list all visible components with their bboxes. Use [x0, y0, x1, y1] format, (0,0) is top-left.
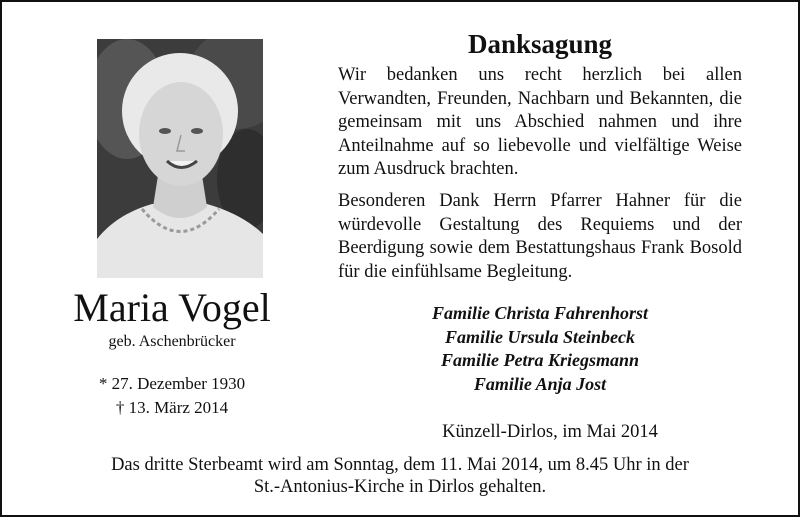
service-announcement	[22, 454, 778, 498]
family-signatures	[338, 302, 742, 396]
notice-title: Danksagung	[467, 29, 613, 59]
service-line-2: St.-Antonius-Kirche in Dirlos gehalten.	[253, 477, 547, 497]
portrait-photo	[97, 39, 263, 278]
family-name: Familie Anja Jost	[473, 373, 607, 394]
life-dates	[42, 372, 302, 420]
portrait-photo-icon	[97, 39, 263, 278]
birth-date: * 27. Dezember 1930	[98, 374, 246, 393]
birth-name: geb. Aschenbrücker	[108, 333, 236, 350]
family-name: Familie Petra Kriegsmann	[440, 350, 640, 370]
deceased-name: Maria Vogel	[73, 285, 271, 330]
place-and-date: Künzell-Dirlos, im Mai 2014	[442, 422, 658, 442]
thanks-paragraph: Wir bedanken uns recht herzlich bei allen Verwandten, Freunden, Nachbarn und Bekannten, die gemeinsam mit uns Abschied nahmen und ihre Anteilnahme auf so liebevolle und vielfältige Weise zum Ausdruck brachten.	[338, 65, 742, 179]
service-line-1: Das dritte Sterbeamt wird am Sonntag, dem 11. Mai 2014, um 8.45 Uhr in der	[111, 455, 689, 475]
family-name: Familie Christa Fahrenhorst	[431, 303, 649, 323]
special-thanks-paragraph: Besonderen Dank Herrn Pfarrer Hahner für die würdevolle Gestaltung des Requiems und der Beerdigung sowie dem Bestattungshaus Frank Bosold für die einfühlsame Begleitung.	[338, 191, 742, 282]
death-date: † 13. März 2014	[115, 398, 229, 417]
family-name: Familie Ursula Steinbeck	[444, 326, 635, 347]
